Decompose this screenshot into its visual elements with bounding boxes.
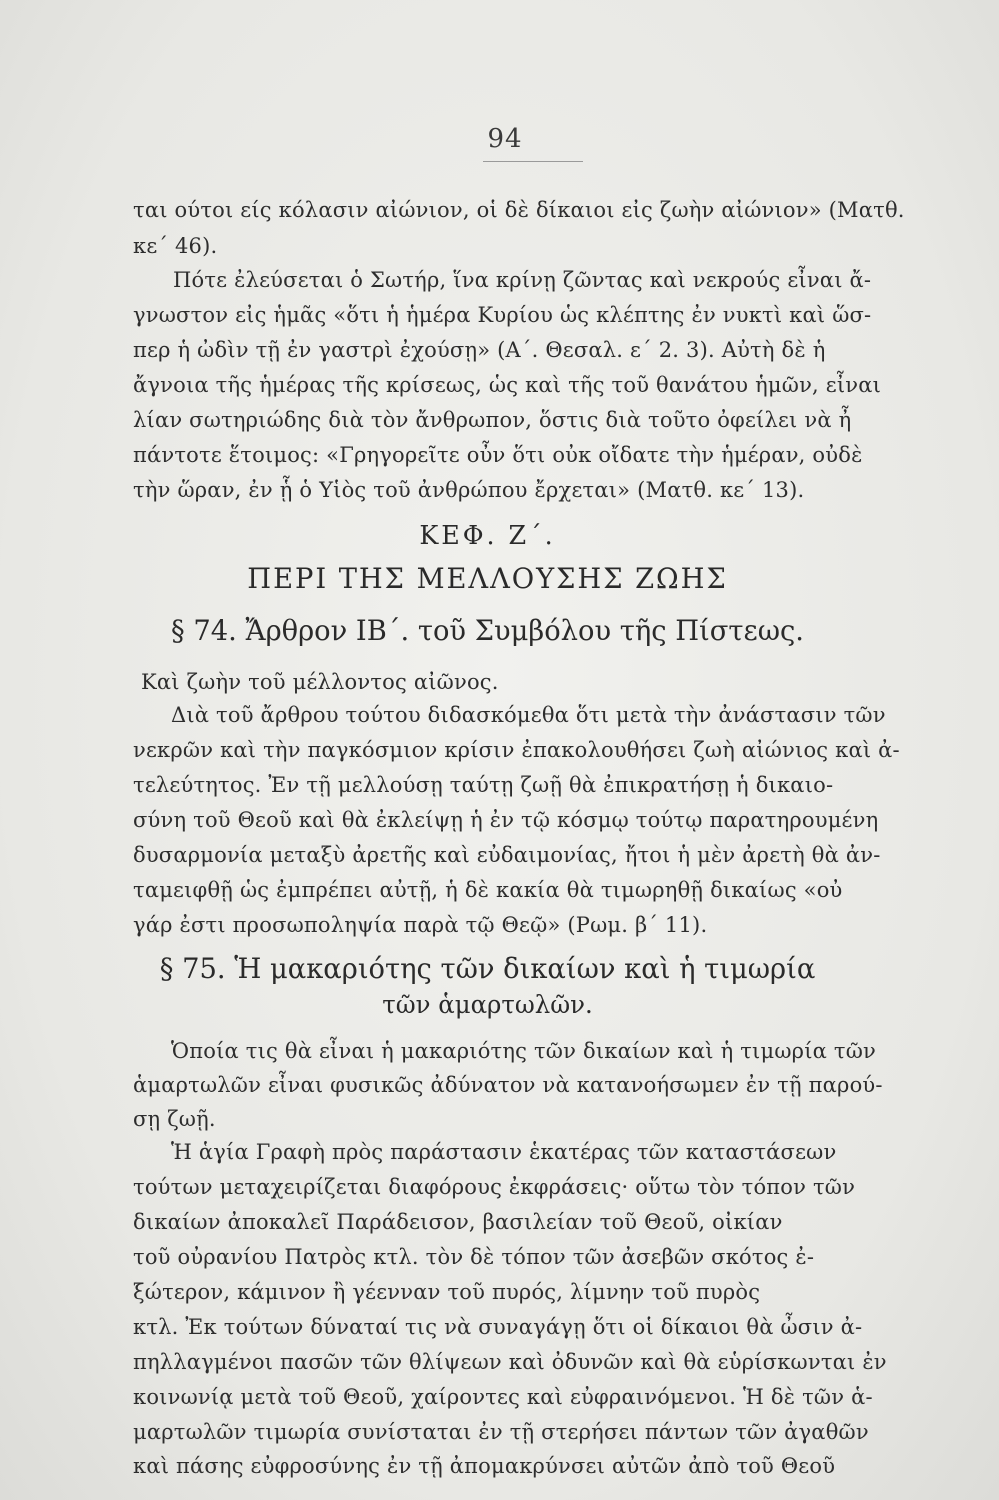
text-line: ται ούτοι είς κόλασιν αἰώνιον, οἱ δὲ δίκαιοι εἰς ζωὴν αἰώνιον» (Ματθ. <box>133 198 905 222</box>
text-line: Ἡ ἁγία Γραφὴ πρὸς παράστασιν ἑκατέρας τῶν καταστάσεων <box>171 1140 837 1164</box>
page-number: 94 <box>487 124 523 154</box>
text-line: μαρτωλῶν τιμωρία συνίσταται ἐν τῇ στερήσει πάντων τῶν ἀγαθῶν <box>133 1420 869 1444</box>
text-line: Διὰ τοῦ ἄρθρου τούτου διδασκόμεθα ὅτι μετὰ τὴν ἀνάστασιν τῶν <box>171 703 886 727</box>
text-line: περ ἡ ὠδὶν τῇ ἐν γαστρὶ ἐχούσῃ» (Α΄. Θεσαλ. ε΄ 2. 3). Αὐτὴ δὲ ἡ <box>133 338 826 362</box>
text-line: ταμειφθῇ ὡς ἐμπρέπει αὐτῇ, ἡ δὲ κακία θὰ τιμωρηθῇ δικαίως «οὐ <box>133 878 843 902</box>
text-line: Ὁποία τις θὰ εἶναι ἡ μακαριότης τῶν δικαίων καὶ ἡ τιμωρία τῶν <box>171 1039 876 1063</box>
text-line: τελεύτητος. Ἐν τῇ μελλούσῃ ταύτῃ ζωῇ θὰ ἐπικρατήσῃ ἡ δικαιο- <box>133 773 834 797</box>
text-line: τὴν ὥραν, ἐν ᾗ ὁ Υἱὸς τοῦ ἀνθρώπου ἔρχεται» (Ματθ. κε΄ 13). <box>133 478 805 502</box>
article-quote: Καὶ ζωὴν τοῦ μέλλοντος αἰῶνος. <box>141 670 499 694</box>
chapter-title: ΠΕΡΙ ΤΗΣ ΜΕΛΛΟΥΣΗΣ ΖΩΗΣ <box>247 562 728 595</box>
text-line: δικαίων ἀποκαλεῖ Παράδεισον, βασιλείαν τοῦ Θεοῦ, οἰκίαν <box>133 1210 783 1234</box>
text-line: σύνη τοῦ Θεοῦ καὶ θὰ ἐκλείψῃ ἡ ἐν τῷ κόσμῳ τούτῳ παρατηρουμένη <box>133 808 879 832</box>
text-line: γάρ ἐστι προσωποληψία παρὰ τῷ Θεῷ» (Ρωμ. β΄ 11). <box>133 913 708 937</box>
text-line: κτλ. Ἐκ τούτων δύναταί τις νὰ συναγάγῃ ὅτι οἱ δίκαιοι θὰ ὦσιν ἀ- <box>133 1315 863 1339</box>
text-line: δυσαρμονία μεταξὺ ἀρετῆς καὶ εὐδαιμονίας, ἤτοι ἡ μὲν ἀρετὴ θὰ ἀν- <box>133 843 881 867</box>
text-line: κοινωνίᾳ μετὰ τοῦ Θεοῦ, χαίροντες καὶ εὐφραινόμενοι. Ἡ δὲ τῶν ἁ- <box>133 1385 873 1409</box>
chapter-heading: ΚΕΦ. Ζ΄. <box>419 521 556 551</box>
text-line: τοῦ οὐρανίου Πατρὸς κτλ. τὸν δὲ τόπον τῶν ἀσεβῶν σκότος ἐ- <box>133 1245 815 1269</box>
text-line: Πότε ἐλεύσεται ὁ Σωτήρ, ἵνα κρίνῃ ζῶντας καὶ νεκρούς εἶναι ἄ- <box>173 268 872 292</box>
text-line: κε΄ 46). <box>133 234 218 258</box>
text-line: πηλλαγμένοι πασῶν τῶν θλίψεων καὶ ὀδυνῶν καὶ θὰ εὑρίσκωνται ἐν <box>133 1350 887 1374</box>
text-line: ἁμαρτωλῶν εἶναι φυσικῶς ἀδύνατον νὰ κατανοήσωμεν ἐν τῇ παρού- <box>133 1073 883 1097</box>
text-line: σῃ ζωῇ. <box>133 1107 216 1131</box>
section-75-heading: § 75. Ἡ μακαριότης τῶν δικαίων καὶ ἡ τιμωρία <box>159 952 816 985</box>
text-line: νεκρῶν καὶ τὴν παγκόσμιον κρίσιν ἐπακολουθήσει ζωὴ αἰώνιος καὶ ἀ- <box>133 738 900 762</box>
text-line: λίαν σωτηριώδης διὰ τὸν ἄνθρωπον, ὅστις διὰ τοῦτο ὀφείλει νὰ ἦ <box>133 408 852 432</box>
text-line: ἄγνοια τῆς ἡμέρας τῆς κρίσεως, ὡς καὶ τῆς τοῦ θανάτου ἡμῶν, εἶναι <box>133 373 882 397</box>
section-75-heading-cont: τῶν ἁμαρτωλῶν. <box>382 990 593 1019</box>
text-line: καὶ πάσης εὐφροσύνης ἐν τῇ ἀπομακρύνσει αὐτῶν ἀπὸ τοῦ Θεοῦ <box>133 1454 836 1478</box>
section-74-heading: § 74. Ἄρθρον ΙΒ΄. τοῦ Συμβόλου τῆς Πίστεως. <box>171 614 804 647</box>
text-line: γνωστον εἰς ἡμᾶς «ὅτι ἡ ἡμέρα Κυρίου ὡς κλέπτης ἐν νυκτὶ καὶ ὥσ- <box>133 303 872 327</box>
header-rule <box>483 161 583 162</box>
text-line: τούτων μεταχειρίζεται διαφόρους ἐκφράσεις· οὕτω τὸν τόπον τῶν <box>133 1175 856 1199</box>
text-line: πάντοτε ἕτοιμος: «Γρηγορεῖτε οὖν ὅτι οὐκ οἴδατε τὴν ἡμέραν, οὐδὲ <box>133 443 863 467</box>
text-line: ξώτερον, κάμινον ἢ γέενναν τοῦ πυρός, λίμνην τοῦ πυρὸς <box>133 1280 761 1304</box>
